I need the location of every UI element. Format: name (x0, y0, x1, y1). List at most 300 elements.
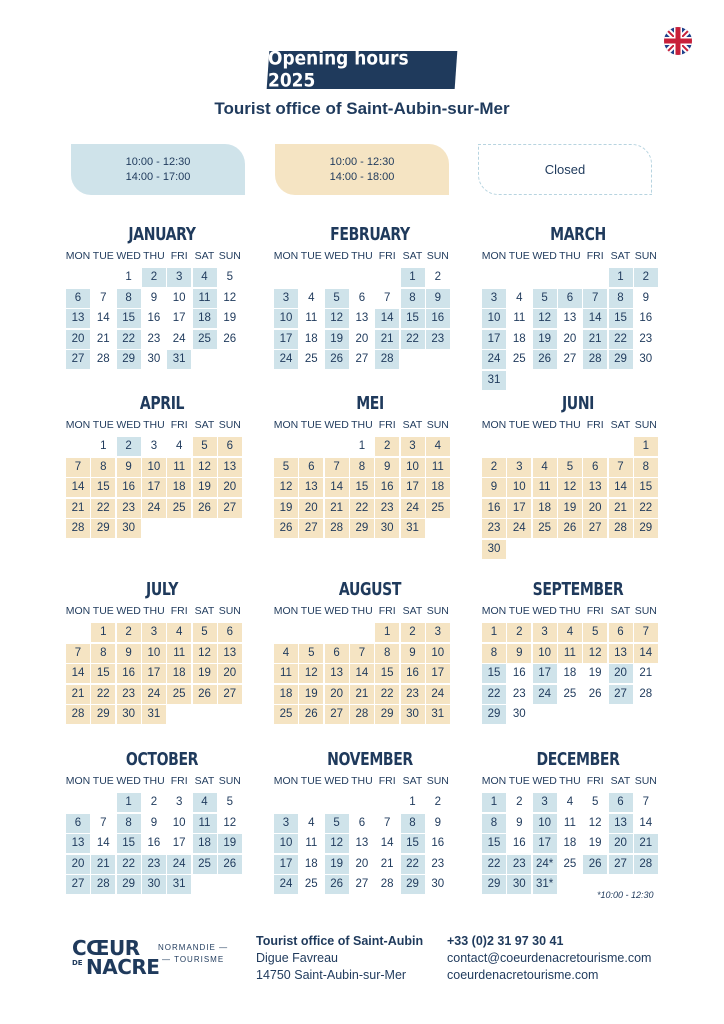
day-cell: 26 (558, 519, 582, 538)
weekday-wed: WED (532, 775, 557, 787)
weekday-sun: SUN (218, 419, 241, 431)
day-cell: 21 (634, 834, 658, 853)
day-cell: 22 (117, 855, 141, 874)
day-cell: 13 (355, 837, 369, 850)
day-cell: 31 (167, 875, 191, 894)
day-cell: 4 (558, 623, 582, 642)
day-cell: 7 (66, 458, 90, 477)
day-cell: 8 (401, 289, 425, 308)
weekday-thu: THU (559, 250, 581, 262)
day-cell: 7 (383, 816, 391, 829)
day-cell: 3 (274, 289, 298, 308)
day-cell: 1 (401, 268, 425, 287)
weekday-header-row (274, 775, 466, 793)
day-cell: 5 (325, 814, 349, 833)
day-cell: 7 (383, 291, 391, 304)
day-cell: 1 (482, 623, 506, 642)
day-cell: 21 (583, 330, 607, 349)
day-cell: 1 (117, 793, 141, 812)
logo-tourisme: — TOURISME (162, 955, 225, 964)
legend-beige-line1: 10:00 - 12:30 (329, 155, 395, 168)
day-cell: 28 (639, 687, 653, 700)
day-cell: 4 (175, 440, 183, 452)
weekday-sat: SAT (194, 250, 215, 262)
day-cell: 8 (634, 458, 658, 477)
day-cell: 22 (634, 499, 658, 518)
weekday-wed: WED (116, 250, 141, 262)
uk-flag-icon (663, 26, 693, 56)
day-cell: 28 (91, 875, 115, 894)
day-cell: 1 (91, 623, 115, 642)
day-cell: 28 (634, 855, 658, 874)
day-cell: 6 (325, 644, 349, 663)
legend-beige-line2: 14:00 - 18:00 (329, 170, 395, 183)
weekday-sat: SAT (194, 419, 215, 431)
day-cell: 5 (325, 289, 349, 308)
month-name: MARCH (550, 224, 606, 245)
day-cell: 25 (563, 857, 577, 870)
day-cell: 13 (355, 312, 369, 325)
month-july (66, 577, 258, 767)
day-cell: 10 (401, 458, 425, 477)
day-cell: 23 (639, 332, 653, 345)
day-cell: 20 (563, 332, 577, 345)
weekday-tue: TUE (92, 250, 114, 262)
day-cell: 10 (172, 291, 186, 304)
coeur-de-nacre-logo (72, 938, 232, 978)
day-cell: 9 (516, 816, 523, 829)
weekday-sat: SAT (610, 250, 631, 262)
day-cell: 25 (167, 685, 191, 704)
day-cell: 16 (147, 837, 161, 850)
day-cell: 12 (299, 664, 323, 683)
day-cell: 23 (117, 499, 141, 518)
day-cell: 12 (325, 834, 349, 853)
day-cell: 3 (142, 623, 166, 642)
title-banner (267, 48, 458, 92)
day-cell: 1 (125, 271, 132, 283)
day-cell: 7 (100, 816, 107, 829)
day-cell: 20 (609, 834, 633, 853)
month-name: FEBRUARY (330, 224, 410, 245)
weekday-header-row (274, 250, 466, 268)
day-cell: 30 (507, 875, 531, 894)
day-cell: 20 (299, 499, 323, 518)
weekday-thu: THU (559, 775, 581, 787)
weekday-thu: THU (351, 419, 373, 431)
day-cell: 15 (91, 664, 115, 683)
logo-line1: CŒUR (72, 936, 140, 960)
day-cell: 3 (426, 623, 450, 642)
day-cell: 27 (583, 519, 607, 538)
weekday-header-row (66, 250, 258, 268)
day-cell: 13 (218, 458, 242, 477)
day-cell: 15 (117, 834, 141, 853)
day-cell: 26 (193, 685, 217, 704)
day-cell: 15 (401, 309, 425, 328)
weekday-header-row (66, 605, 258, 623)
day-cell: 8 (117, 814, 141, 833)
day-cell: 12 (223, 291, 237, 304)
weekday-mon: MON (273, 775, 299, 787)
weekday-fri: FRI (586, 605, 604, 617)
day-cell: 1 (409, 796, 416, 808)
weekday-thu: THU (143, 605, 165, 617)
day-cell: 21 (325, 499, 349, 518)
day-cell: 4 (193, 793, 217, 812)
day-cell: 3 (175, 796, 183, 808)
day-cell: 5 (583, 623, 607, 642)
day-cell: 8 (482, 814, 506, 833)
day-cell: 17 (482, 330, 506, 349)
day-cell: 6 (583, 458, 607, 477)
weekday-tue: TUE (300, 250, 322, 262)
day-cell: 23 (147, 332, 161, 345)
day-cell: 12 (558, 478, 582, 497)
day-cell: 30 (482, 540, 506, 559)
day-cell: 27 (218, 685, 242, 704)
day-cell: 25 (563, 687, 577, 700)
month-mei (274, 391, 466, 581)
day-cell: 26 (583, 855, 607, 874)
day-cell: 24 (533, 685, 557, 704)
weekday-header-row (482, 419, 674, 437)
day-cell: 10 (533, 644, 557, 663)
day-cell: 2 (434, 796, 441, 808)
weekday-fri: FRI (170, 250, 188, 262)
weekday-sun: SUN (634, 250, 657, 262)
website-link[interactable]: coeurdenacretourisme.com (447, 968, 599, 982)
day-cell: 18 (563, 837, 577, 850)
day-cell: 29 (634, 519, 658, 538)
day-cell: 26 (325, 875, 349, 894)
weekday-sat: SAT (402, 419, 423, 431)
day-cell: 27 (299, 519, 323, 538)
day-cell: 23 (142, 855, 166, 874)
day-cell: 26 (533, 350, 557, 369)
day-cell: 9 (150, 291, 158, 304)
day-cell: 5 (274, 458, 298, 477)
day-cell: 27 (66, 875, 90, 894)
day-cell: 27 (563, 353, 577, 366)
day-cell: 28 (325, 519, 349, 538)
day-cell: 29 (117, 875, 141, 894)
weekday-header-row (482, 250, 674, 268)
day-cell: 21 (639, 667, 653, 680)
day-cell: 24 (167, 855, 191, 874)
month-name: APRIL (139, 393, 185, 414)
day-cell: 20 (66, 330, 90, 349)
day-cell: 8 (401, 814, 425, 833)
weekday-sat: SAT (610, 775, 631, 787)
month-september (482, 577, 674, 767)
day-cell: 23 (375, 499, 399, 518)
day-cell: 16 (375, 478, 399, 497)
weekday-tue: TUE (508, 775, 530, 787)
phone-number[interactable]: +33 (0)2 31 97 30 41 (447, 934, 564, 948)
weekday-tue: TUE (300, 419, 322, 431)
day-cell: 4 (193, 268, 217, 287)
day-cell: 21 (375, 330, 399, 349)
day-cell: 27 (609, 685, 633, 704)
day-cell: 22 (482, 855, 506, 874)
day-cell: 16 (482, 499, 506, 518)
day-cell: 16 (431, 837, 445, 850)
day-cell: 14 (639, 816, 653, 829)
weekday-wed: WED (532, 250, 557, 262)
day-cell: 3 (150, 440, 158, 452)
weekday-header-row (66, 419, 258, 437)
weekday-sun: SUN (426, 419, 449, 431)
day-cell: 30 (512, 708, 526, 721)
day-cell: 29 (117, 350, 141, 369)
weekday-wed: WED (324, 419, 349, 431)
day-cell: 13 (563, 312, 577, 325)
day-cell: 5 (226, 271, 233, 283)
weekday-fri: FRI (170, 605, 188, 617)
email-link[interactable]: contact@coeurdenacretourisme.com (447, 951, 652, 965)
weekday-thu: THU (143, 419, 165, 431)
day-cell: 4 (274, 644, 298, 663)
day-cell: 20 (66, 855, 90, 874)
day-cell: 11 (167, 644, 191, 663)
day-cell: 31 (142, 705, 166, 724)
weekday-sun: SUN (426, 775, 449, 787)
day-cell: 23 (401, 685, 425, 704)
day-cell: 3 (533, 623, 557, 642)
day-cell: 2 (117, 437, 141, 456)
day-cell: 29 (482, 875, 506, 894)
weekday-mon: MON (481, 605, 507, 617)
weekday-thu: THU (559, 605, 581, 617)
day-cell: 8 (609, 289, 633, 308)
footnote: *10:00 - 12:30 (597, 890, 654, 900)
day-cell: 9 (117, 458, 141, 477)
day-cell: 10 (274, 834, 298, 853)
day-cell: 17 (142, 478, 166, 497)
day-cell: 8 (91, 644, 115, 663)
day-cell: 19 (558, 499, 582, 518)
day-cell: 19 (588, 837, 602, 850)
day-cell: 17 (142, 664, 166, 683)
weekday-mon: MON (65, 775, 91, 787)
day-cell: 12 (193, 458, 217, 477)
month-name: NOVEMBER (327, 749, 413, 770)
day-cell: 19 (325, 855, 349, 874)
day-cell: 2 (117, 623, 141, 642)
day-cell: 6 (358, 291, 366, 304)
day-cell: 5 (533, 289, 557, 308)
day-cell: 23 (482, 519, 506, 538)
day-cell: 17 (172, 312, 186, 325)
day-cell: 25 (274, 705, 298, 724)
day-cell: 14 (375, 309, 399, 328)
day-cell: 25 (304, 878, 318, 891)
day-cell: 26 (218, 855, 242, 874)
day-cell: 6 (558, 289, 582, 308)
day-cell: 30 (117, 705, 141, 724)
weekday-fri: FRI (586, 419, 604, 431)
day-cell: 8 (350, 458, 374, 477)
day-cell: 1 (482, 793, 506, 812)
day-cell: 6 (609, 623, 633, 642)
month-name: JUNI (561, 393, 595, 414)
logo-de: DE (72, 959, 83, 967)
weekday-wed: WED (532, 419, 557, 431)
day-cell: 28 (375, 350, 399, 369)
weekday-tue: TUE (92, 419, 114, 431)
weekday-fri: FRI (170, 775, 188, 787)
day-cell: 25 (193, 330, 217, 349)
day-cell: 31 (426, 705, 450, 724)
day-cell: 7 (634, 623, 658, 642)
day-cell: 6 (218, 623, 242, 642)
day-cell: 22 (91, 499, 115, 518)
month-january (66, 222, 258, 412)
legend-blue-hours (71, 144, 245, 195)
logo-normandie: NORMANDIE — (158, 943, 229, 952)
day-cell: 17 (533, 834, 557, 853)
day-cell: 30 (142, 875, 166, 894)
month-october (66, 747, 258, 937)
day-cell: 2 (434, 271, 441, 283)
day-cell: 15 (401, 834, 425, 853)
day-cell: 11 (563, 816, 576, 829)
day-cell: 2 (516, 796, 523, 808)
weekday-mon: MON (273, 250, 299, 262)
day-cell: 25 (512, 353, 526, 366)
day-cell: 21 (96, 332, 110, 345)
contact-block (447, 933, 651, 984)
day-cell: 22 (482, 685, 506, 704)
day-cell: 30 (639, 353, 653, 366)
day-cell: 2 (150, 796, 158, 808)
page-subtitle: Tourist office of Saint-Aubin-sur-Mer (214, 99, 510, 118)
month-august (274, 577, 466, 767)
day-cell: 3 (401, 437, 425, 456)
weekday-header-row (482, 775, 674, 793)
day-cell: 1 (375, 623, 399, 642)
day-cell: 22 (117, 330, 141, 349)
weekday-thu: THU (143, 250, 165, 262)
day-cell: 30 (147, 353, 161, 366)
day-cell: 27 (218, 499, 242, 518)
day-cell: 26 (223, 332, 237, 345)
day-cell: 17 (533, 664, 557, 683)
day-cell: 2 (482, 458, 506, 477)
day-cell: 2 (375, 437, 399, 456)
month-juni (482, 391, 674, 581)
day-cell: 12 (274, 478, 298, 497)
day-cell: 14 (96, 837, 110, 850)
day-cell: 5 (193, 437, 217, 456)
day-cell: 11 (558, 644, 582, 663)
day-cell: 25 (533, 519, 557, 538)
weekday-sat: SAT (194, 775, 215, 787)
day-cell: 25 (426, 499, 450, 518)
weekday-header-row (274, 419, 466, 437)
day-cell: 14 (609, 478, 633, 497)
day-cell: 18 (563, 667, 577, 680)
day-cell: 14 (583, 309, 607, 328)
day-cell: 11 (513, 312, 526, 325)
day-cell: 26 (588, 687, 602, 700)
weekday-sun: SUN (426, 605, 449, 617)
day-cell: 27 (609, 855, 633, 874)
day-cell: 11 (193, 814, 217, 833)
day-cell: 17 (274, 330, 298, 349)
day-cell: 20 (609, 664, 633, 683)
day-cell: 30 (431, 878, 445, 891)
weekday-mon: MON (273, 605, 299, 617)
day-cell: 9 (434, 816, 441, 829)
day-cell: 20 (355, 332, 369, 345)
day-cell: 29 (401, 875, 425, 894)
day-cell: 12 (193, 644, 217, 663)
weekday-tue: TUE (508, 419, 530, 431)
day-cell: 20 (218, 478, 242, 497)
weekday-thu: THU (351, 605, 373, 617)
weekday-wed: WED (324, 775, 349, 787)
day-cell: 25 (304, 353, 318, 366)
day-cell: 13 (609, 644, 633, 663)
weekday-header-row (274, 605, 466, 623)
day-cell: 7 (583, 289, 607, 308)
month-name: MEI (356, 393, 384, 414)
day-cell: 24 (507, 519, 531, 538)
day-cell: 24 (142, 499, 166, 518)
day-cell: 15 (117, 309, 141, 328)
day-cell: 25 (193, 855, 217, 874)
month-april (66, 391, 258, 581)
weekday-sat: SAT (402, 605, 423, 617)
day-cell: 11 (167, 458, 191, 477)
day-cell: 4 (566, 796, 574, 808)
day-cell: 13 (299, 478, 323, 497)
day-cell: 15 (609, 309, 633, 328)
weekday-fri: FRI (170, 419, 188, 431)
weekday-wed: WED (324, 250, 349, 262)
weekday-wed: WED (324, 605, 349, 617)
legend-blue-line2: 14:00 - 17:00 (125, 170, 191, 183)
day-cell: 15 (350, 478, 374, 497)
day-cell: 29 (91, 705, 115, 724)
day-cell: 16 (117, 664, 141, 683)
day-cell: 19 (533, 330, 557, 349)
day-cell: 20 (355, 857, 369, 870)
day-cell: 13 (325, 664, 349, 683)
day-cell: 28 (380, 878, 394, 891)
day-cell: 15 (634, 478, 658, 497)
day-cell: 17 (426, 664, 450, 683)
day-cell: 18 (512, 332, 526, 345)
weekday-tue: TUE (300, 775, 322, 787)
day-cell: 18 (167, 664, 191, 683)
day-cell: 17 (172, 837, 186, 850)
day-cell: 23 (117, 685, 141, 704)
day-cell: 17 (401, 478, 425, 497)
page-title: Opening hours 2025 (268, 48, 409, 92)
day-cell: 16 (147, 312, 161, 325)
day-cell: 3 (507, 458, 531, 477)
day-cell: 19 (588, 667, 602, 680)
day-cell: 19 (223, 312, 237, 325)
weekday-wed: WED (116, 419, 141, 431)
weekday-sat: SAT (610, 605, 631, 617)
day-cell: 7 (100, 291, 107, 304)
weekday-sun: SUN (218, 605, 241, 617)
weekday-mon: MON (273, 419, 299, 431)
